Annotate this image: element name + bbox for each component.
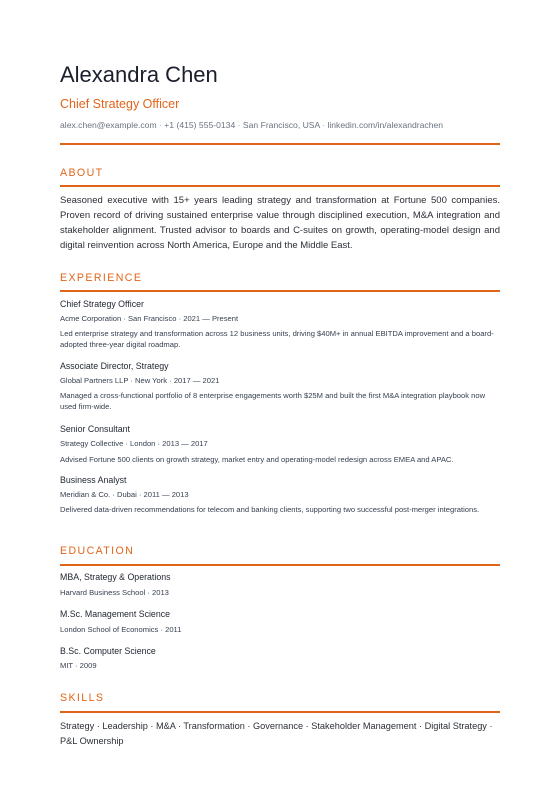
- job-meta: Strategy Collective · London · 2013 — 2017: [60, 439, 208, 448]
- contact-separator: ·: [159, 120, 162, 130]
- section-divider-education: [60, 564, 500, 566]
- section-title-education: EDUCATION: [60, 545, 135, 557]
- job-description: Advised Fortune 500 clients on growth strategy, market entry and operating-model redesign across EMEA and APAC.: [60, 455, 454, 464]
- job-description: Managed a cross-functional portfolio of 8 enterprise engagements worth $25M and built the first M&A integration playbook now used firm-wide.: [60, 391, 486, 412]
- contact-line: [60, 120, 443, 131]
- header-divider: [60, 143, 500, 145]
- education-meta: Harvard Business School · 2013: [60, 588, 169, 597]
- candidate-role: Chief Strategy Officer: [60, 97, 180, 111]
- section-title-experience: EXPERIENCE: [60, 272, 143, 284]
- education-degree: M.Sc. Management Science: [60, 609, 171, 619]
- section-title-skills: SKILLS: [60, 692, 105, 704]
- job-title: Business Analyst: [60, 475, 127, 485]
- education-meta: MIT · 2009: [60, 661, 97, 670]
- contact-separator: ·: [322, 120, 326, 130]
- job-title: Associate Director, Strategy: [60, 361, 169, 371]
- job-meta: Meridian & Co. · Dubai · 2011 — 2013: [60, 490, 189, 499]
- job-meta: Global Partners LLP · New York · 2017 — 2021: [60, 376, 220, 385]
- contact-location: San Francisco, USA: [242, 120, 320, 130]
- job-meta: Acme Corporation · San Francisco · 2021 — Present: [60, 314, 239, 323]
- section-divider-skills: [60, 711, 500, 713]
- job-title: Senior Consultant: [60, 424, 130, 434]
- section-divider-about: [60, 185, 500, 187]
- job-description: Led enterprise strategy and transformation across 12 business units, driving $40M+ in annual EBITDA improvement and a board-adopted three-year digital roadmap.: [60, 329, 494, 350]
- skills-list: Strategy · Leadership · M&A · Transformation · Governance · Stakeholder Management · Digital Strategy · P&L Ownership: [60, 721, 493, 746]
- education-meta: London School of Economics · 2011: [60, 625, 182, 634]
- education-degree: MBA, Strategy & Operations: [60, 572, 171, 582]
- section-title-about: ABOUT: [60, 167, 104, 179]
- contact-linkedin[interactable]: linkedin.com/in/alexandrachen: [327, 120, 444, 130]
- section-divider-experience: [60, 290, 500, 292]
- candidate-name: Alexandra Chen: [60, 62, 218, 87]
- job-description: Delivered data-driven recommendations for telecom and banking clients, supporting two successful post-merger integrations.: [60, 505, 480, 514]
- contact-email[interactable]: alex.chen@example.com: [60, 120, 157, 130]
- contact-separator: ·: [237, 120, 241, 130]
- about-summary: Seasoned executive with 15+ years leading strategy and transformation at Fortune 500 companies. Proven record of driving sustained enterprise value through disciplined execution, M&A integration and stakeholder alignment. Trusted advisor to boards and C-suites on growth, operating-model design and digital reinvention across North America, Europe and the Middle East.: [60, 195, 500, 251]
- job-title: Chief Strategy Officer: [60, 299, 144, 309]
- education-degree: B.Sc. Computer Science: [60, 646, 156, 656]
- contact-phone[interactable]: +1 (415) 555-0134: [164, 120, 236, 130]
